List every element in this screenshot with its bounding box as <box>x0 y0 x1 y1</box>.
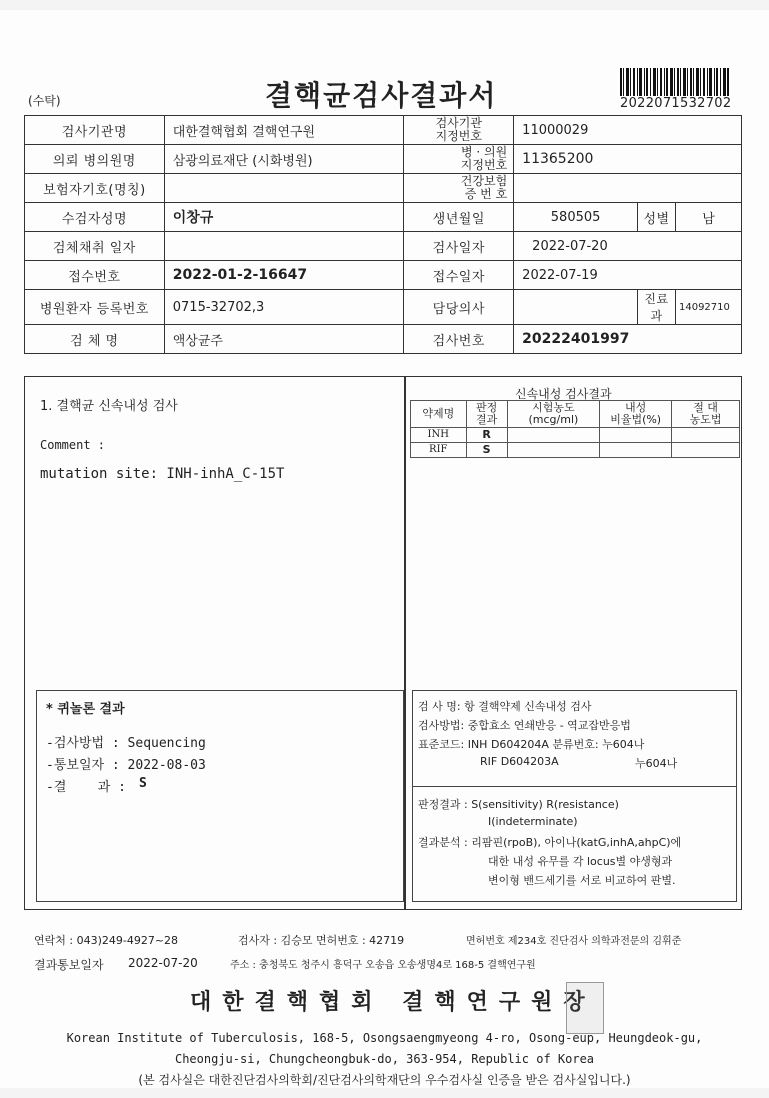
header-proportion: 내성 비율법(%) <box>600 401 672 428</box>
code-line-2a: RIF D604203A <box>480 755 559 768</box>
dept-value: 14092710 <box>675 290 741 325</box>
agency-no-label: 검사기관 지정번호 <box>404 116 514 145</box>
quinolone-title: * 퀴놀론 결과 <box>46 702 125 717</box>
divider <box>413 786 736 787</box>
reg-no-label: 병원환자 등록번호 <box>25 290 165 325</box>
table-row <box>25 145 742 174</box>
agency-label: 검사기관명 <box>25 116 165 145</box>
hospital-no-value: 11365200 <box>514 145 742 174</box>
collect-label: 검체채취 일자 <box>25 232 165 261</box>
table-row <box>25 290 742 325</box>
header-result: 판정 결과 <box>466 401 507 428</box>
judge-line-1: 판정결과 : S(sensitivity) R(resistance) <box>418 798 619 811</box>
section-title: 1. 결핵균 신속내성 검사 <box>40 399 178 414</box>
patient-info-table <box>24 115 742 354</box>
specialist: 면허번호 제234호 진단검사 의학과전문의 김휘준 <box>466 936 682 947</box>
susceptibility-table <box>410 400 740 458</box>
analysis-line-1: 결과분석 : 리팜핀(rpoB), 아이나(katG,inhA,ahpC)에 <box>418 836 682 849</box>
health-no-value <box>514 174 742 203</box>
comment-label: Comment : <box>40 438 106 452</box>
empty-cell <box>600 443 672 458</box>
receipt-date-value: 2022-07-19 <box>514 261 742 290</box>
patient-label: 수검자성명 <box>25 203 165 232</box>
result-document <box>0 10 769 1088</box>
table-row <box>25 116 742 145</box>
specimen-value: 액상균주 <box>164 325 404 354</box>
table-row <box>411 443 740 458</box>
certification: (본 검사실은 대한진단검사의학회/진단검사의학재단의 우수검사실 인증을 받은 검사실입니다.) <box>138 1073 631 1087</box>
drug-cell: RIF <box>411 443 467 458</box>
test-name: 검 사 명: 항 결핵약제 신속내성 검사 <box>418 700 592 713</box>
agency-value: 대한결핵협회 결핵연구원 <box>164 116 404 145</box>
header-drug: 약제명 <box>411 401 467 428</box>
dob-value: 580505 <box>514 203 638 232</box>
empty-cell <box>672 443 740 458</box>
test-date-value: 2022-07-20 <box>514 232 742 261</box>
contact: 연락처 : 043)249-4927~28 <box>34 934 179 947</box>
table-row <box>25 232 742 261</box>
seal-stamp-icon <box>566 982 604 1034</box>
notify-date-label: 결과통보일자 <box>34 958 104 972</box>
code-line-2b: 누604나 <box>635 757 678 770</box>
health-no-label: 건강보험 증 번 호 <box>404 174 514 203</box>
address-en <box>0 1028 769 1091</box>
sex-label: 성별 <box>638 203 676 232</box>
analysis-line-2: 대한 내성 유무를 각 locus별 야생형과 <box>488 855 673 868</box>
result-cell: R <box>466 428 507 443</box>
quinolone-box <box>36 690 404 902</box>
drug-cell: INH <box>411 428 467 443</box>
empty-cell <box>507 428 600 443</box>
test-no-value: 20222401997 <box>514 325 742 354</box>
notify-line: -통보일자 : 2022-08-03 <box>46 758 206 773</box>
insurance-label: 보험자기호(명칭) <box>25 174 165 203</box>
mutation-site: mutation site: INH-inhA_C-15T <box>40 466 285 482</box>
receipt-no-label: 접수번호 <box>25 261 165 290</box>
address-en-line-2: Cheongju-si, Chungcheongbuk-do, 363-954, Republic of Korea <box>174 1052 595 1066</box>
analysis-line-3: 변이형 밴드세기를 서로 비교하여 판별. <box>488 874 676 887</box>
table-row <box>411 428 740 443</box>
result-cell: S <box>466 443 507 458</box>
test-no-label: 검사번호 <box>404 325 514 354</box>
insurance-value <box>164 174 404 203</box>
table-row <box>25 261 742 290</box>
barcode-number: 2022071532702 <box>620 96 732 111</box>
judge-line-2: I(indeterminate) <box>488 815 578 828</box>
collect-value <box>164 232 404 261</box>
result-title: 신속내성 검사결과 <box>515 387 612 401</box>
header-absolute: 절 대 농도법 <box>672 401 740 428</box>
dept-label: 진료과 <box>638 290 676 325</box>
req-hospital-value: 삼광의료재단 (시화병원) <box>164 145 404 174</box>
receipt-date-label: 접수일자 <box>404 261 514 290</box>
barcode-icon <box>620 68 730 96</box>
tester: 검사자 : 김승모 면허번호 : 42719 <box>238 934 405 947</box>
org-name: 대한결핵협회 결핵연구원장 <box>190 989 596 1015</box>
agency-no-value: 11000029 <box>514 116 742 145</box>
empty-cell <box>600 428 672 443</box>
empty-cell <box>507 443 600 458</box>
sex-value: 남 <box>675 203 741 232</box>
hospital-no-label: 병 · 의원 지정번호 <box>404 145 514 174</box>
method-line: -검사방법 : Sequencing <box>46 736 206 751</box>
req-hospital-label: 의뢰 병의원명 <box>25 145 165 174</box>
document-title: 결핵균검사결과서 <box>265 79 498 112</box>
test-method: 검사방법: 중합효소 연쇄반응 - 역교잡반응법 <box>418 719 631 732</box>
header-concentration: 시험농도 (mcg/ml) <box>507 401 600 428</box>
consignment-label: (수탁) <box>28 94 61 108</box>
table-row <box>25 325 742 354</box>
table-header-row <box>411 401 740 428</box>
table-row <box>25 203 742 232</box>
test-date-label: 검사일자 <box>404 232 514 261</box>
address-en-line-1: Korean Institute of Tuberculosis, 168-5, Osongsaengmyeong 4-ro, Osong-eup, Heungdeok-gu, <box>66 1031 703 1045</box>
result-label: -결 과 : <box>46 780 126 795</box>
result-value: S <box>139 776 147 791</box>
code-line-1: 표준코드: INH D604204A 분류번호: 누604나 <box>418 738 645 751</box>
address-kr: 주소 : 충청북도 청주시 흥덕구 오송읍 오송생명4로 168-5 결핵연구원 <box>230 960 536 971</box>
doctor-label: 담당의사 <box>404 290 514 325</box>
doctor-value <box>514 290 638 325</box>
specimen-label: 검 체 명 <box>25 325 165 354</box>
table-row <box>25 174 742 203</box>
reg-no-value: 0715-32702,3 <box>164 290 404 325</box>
notify-date: 2022-07-20 <box>128 956 198 970</box>
dob-label: 생년월일 <box>404 203 514 232</box>
receipt-no-value: 2022-01-2-16647 <box>164 261 404 290</box>
patient-value: 이창규 <box>164 203 404 232</box>
empty-cell <box>672 428 740 443</box>
